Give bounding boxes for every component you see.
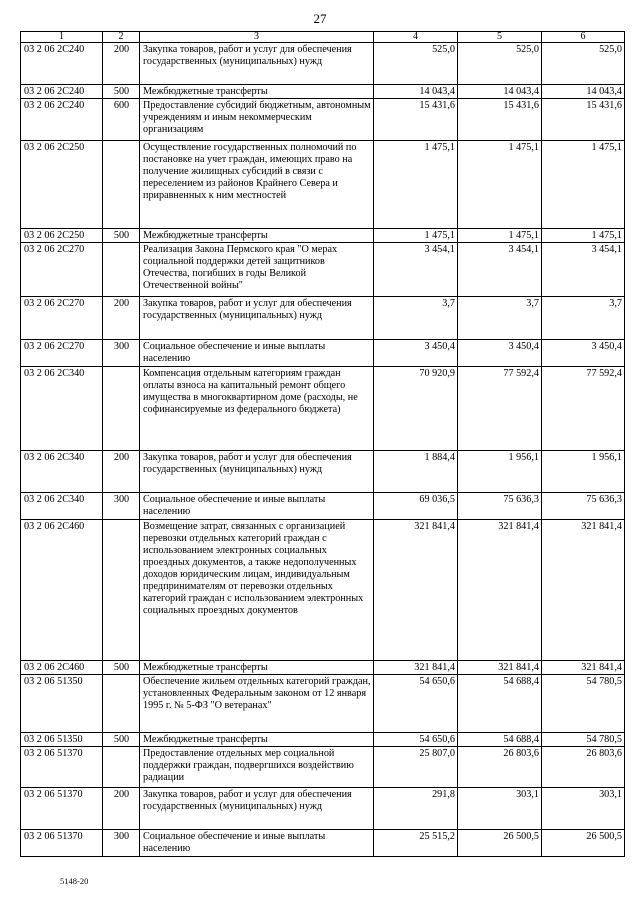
row-code: 03 2 06 2C250 — [21, 229, 103, 243]
header-col-1: 1 — [21, 32, 103, 43]
row-expense-type: 500 — [103, 85, 140, 99]
table-row — [21, 788, 625, 830]
row-value-col4: 1 884,4 — [374, 451, 458, 493]
row-name: Межбюджетные трансферты — [140, 661, 374, 675]
row-expense-type: 500 — [103, 229, 140, 243]
row-value-col6: 77 592,4 — [542, 367, 625, 451]
row-name: Социальное обеспечение и иные выплаты населению — [140, 830, 374, 857]
table-row — [21, 675, 625, 733]
row-name: Реализация Закона Пермского края "О мерах социальной поддержки детей защитников Отечества, погибших в годы Великой Отечественной войны" — [140, 243, 374, 297]
row-value-col5: 54 688,4 — [458, 675, 542, 733]
table-row — [21, 297, 625, 340]
row-value-col6: 1 475,1 — [542, 229, 625, 243]
row-code: 03 2 06 51370 — [21, 747, 103, 788]
row-code: 03 2 06 2C270 — [21, 297, 103, 340]
row-code: 03 2 06 2C240 — [21, 85, 103, 99]
row-value-col4: 25 515,2 — [374, 830, 458, 857]
row-value-col6: 3,7 — [542, 297, 625, 340]
row-code: 03 2 06 2C340 — [21, 367, 103, 451]
row-value-col6: 75 636,3 — [542, 493, 625, 520]
header-col-2: 2 — [103, 32, 140, 43]
row-expense-type — [103, 675, 140, 733]
table-row — [21, 141, 625, 229]
row-expense-type: 300 — [103, 493, 140, 520]
row-code: 03 2 06 51350 — [21, 733, 103, 747]
table-row — [21, 243, 625, 297]
header-row — [21, 32, 625, 43]
row-value-col6: 321 841,4 — [542, 661, 625, 675]
row-code: 03 2 06 2C460 — [21, 661, 103, 675]
row-value-col5: 3 450,4 — [458, 340, 542, 367]
row-value-col4: 70 920,9 — [374, 367, 458, 451]
row-value-col6: 15 431,6 — [542, 99, 625, 141]
row-value-col5: 3,7 — [458, 297, 542, 340]
row-value-col5: 14 043,4 — [458, 85, 542, 99]
row-name: Социальное обеспечение и иные выплаты населению — [140, 493, 374, 520]
document-code: 5148-20 — [60, 876, 89, 886]
row-code: 03 2 06 2C340 — [21, 493, 103, 520]
row-value-col4: 321 841,4 — [374, 661, 458, 675]
row-value-col4: 69 036,5 — [374, 493, 458, 520]
row-name: Обеспечение жильем отдельных категорий граждан, установленных Федеральным законом от 12 января 1995 г. № 5-ФЗ "О ветеранах" — [140, 675, 374, 733]
row-value-col6: 525,0 — [542, 43, 625, 85]
row-expense-type: 500 — [103, 661, 140, 675]
row-value-col4: 3 450,4 — [374, 340, 458, 367]
row-value-col5: 1 475,1 — [458, 141, 542, 229]
row-name: Предоставление субсидий бюджетным, автономным учреждениям и иным некоммерческим организациям — [140, 99, 374, 141]
header-col-3: 3 — [140, 32, 374, 43]
table-row — [21, 367, 625, 451]
row-code: 03 2 06 2C240 — [21, 99, 103, 141]
row-name: Социальное обеспечение и иные выплаты населению — [140, 340, 374, 367]
row-name: Закупка товаров, работ и услуг для обеспечения государственных (муниципальных) нужд — [140, 451, 374, 493]
row-value-col4: 54 650,6 — [374, 675, 458, 733]
row-code: 03 2 06 2C270 — [21, 243, 103, 297]
table-row — [21, 451, 625, 493]
table-row — [21, 99, 625, 141]
row-expense-type: 200 — [103, 451, 140, 493]
row-code: 03 2 06 2C340 — [21, 451, 103, 493]
row-value-col6: 303,1 — [542, 788, 625, 830]
row-expense-type — [103, 367, 140, 451]
row-expense-type — [103, 243, 140, 297]
row-value-col5: 26 803,6 — [458, 747, 542, 788]
row-value-col6: 1 956,1 — [542, 451, 625, 493]
row-name: Закупка товаров, работ и услуг для обеспечения государственных (муниципальных) нужд — [140, 43, 374, 85]
header-col-6: 6 — [542, 32, 625, 43]
row-value-col5: 26 500,5 — [458, 830, 542, 857]
row-expense-type: 500 — [103, 733, 140, 747]
header-col-4: 4 — [374, 32, 458, 43]
row-value-col4: 3 454,1 — [374, 243, 458, 297]
table-row — [21, 733, 625, 747]
row-code: 03 2 06 2C270 — [21, 340, 103, 367]
page-number: 27 — [313, 11, 327, 26]
table-row — [21, 661, 625, 675]
row-value-col6: 26 500,5 — [542, 830, 625, 857]
row-code: 03 2 06 2C460 — [21, 520, 103, 661]
row-expense-type — [103, 141, 140, 229]
row-value-col5: 1 956,1 — [458, 451, 542, 493]
row-value-col6: 54 780,5 — [542, 675, 625, 733]
row-value-col5: 321 841,4 — [458, 520, 542, 661]
row-value-col4: 291,8 — [374, 788, 458, 830]
table-row — [21, 747, 625, 788]
row-expense-type — [103, 747, 140, 788]
row-expense-type: 200 — [103, 43, 140, 85]
row-value-col6: 54 780,5 — [542, 733, 625, 747]
row-value-col6: 3 454,1 — [542, 243, 625, 297]
row-code: 03 2 06 51350 — [21, 675, 103, 733]
row-value-col5: 1 475,1 — [458, 229, 542, 243]
table-row — [21, 229, 625, 243]
row-expense-type: 200 — [103, 788, 140, 830]
row-name: Межбюджетные трансферты — [140, 733, 374, 747]
row-value-col4: 14 043,4 — [374, 85, 458, 99]
row-expense-type: 600 — [103, 99, 140, 141]
table-row — [21, 493, 625, 520]
row-value-col4: 1 475,1 — [374, 141, 458, 229]
table-row — [21, 830, 625, 857]
row-value-col4: 54 650,6 — [374, 733, 458, 747]
row-value-col4: 15 431,6 — [374, 99, 458, 141]
row-expense-type: 300 — [103, 830, 140, 857]
row-code: 03 2 06 2C250 — [21, 141, 103, 229]
row-expense-type: 300 — [103, 340, 140, 367]
row-value-col5: 75 636,3 — [458, 493, 542, 520]
row-name: Закупка товаров, работ и услуг для обеспечения государственных (муниципальных) нужд — [140, 788, 374, 830]
row-expense-type: 200 — [103, 297, 140, 340]
row-code: 03 2 06 51370 — [21, 788, 103, 830]
row-value-col4: 1 475,1 — [374, 229, 458, 243]
row-name: Возмещение затрат, связанных с организацией перевозки отдельных категорий граждан с использованием электронных социальных проездных документов, а также недополученных доходов юридическим лицам, индивидуальным предпринимателям от перевозки отдельных категорий граждан с использованием электронных социальных проездных документов — [140, 520, 374, 661]
row-code: 03 2 06 2C240 — [21, 43, 103, 85]
table-row — [21, 85, 625, 99]
budget-table — [20, 31, 625, 857]
row-value-col6: 14 043,4 — [542, 85, 625, 99]
row-name: Межбюджетные трансферты — [140, 85, 374, 99]
row-value-col5: 15 431,6 — [458, 99, 542, 141]
row-value-col4: 321 841,4 — [374, 520, 458, 661]
row-value-col4: 3,7 — [374, 297, 458, 340]
table-row — [21, 520, 625, 661]
row-name: Предоставление отдельных мер социальной поддержки граждан, подвергшихся воздействию радиации — [140, 747, 374, 788]
row-value-col5: 525,0 — [458, 43, 542, 85]
table-row — [21, 340, 625, 367]
header-col-5: 5 — [458, 32, 542, 43]
row-value-col5: 321 841,4 — [458, 661, 542, 675]
row-value-col6: 3 450,4 — [542, 340, 625, 367]
row-value-col4: 25 807,0 — [374, 747, 458, 788]
row-value-col5: 303,1 — [458, 788, 542, 830]
row-value-col5: 54 688,4 — [458, 733, 542, 747]
row-name: Межбюджетные трансферты — [140, 229, 374, 243]
table-row — [21, 43, 625, 85]
row-value-col6: 321 841,4 — [542, 520, 625, 661]
row-value-col6: 1 475,1 — [542, 141, 625, 229]
row-value-col5: 3 454,1 — [458, 243, 542, 297]
row-expense-type — [103, 520, 140, 661]
row-value-col5: 77 592,4 — [458, 367, 542, 451]
row-code: 03 2 06 51370 — [21, 830, 103, 857]
row-name: Компенсация отдельным категориям граждан оплаты взноса на капитальный ремонт общего имущества в многоквартирном доме (расходы, не софинансируемые из федерального бюджета) — [140, 367, 374, 451]
row-value-col4: 525,0 — [374, 43, 458, 85]
row-name: Осуществление государственных полномочий по постановке на учет граждан, имеющих право на получение жилищных субсидий в связи с переселением из районов Крайнего Севера и приравненных к ним местностей — [140, 141, 374, 229]
row-name: Закупка товаров, работ и услуг для обеспечения государственных (муниципальных) нужд — [140, 297, 374, 340]
row-value-col6: 26 803,6 — [542, 747, 625, 788]
